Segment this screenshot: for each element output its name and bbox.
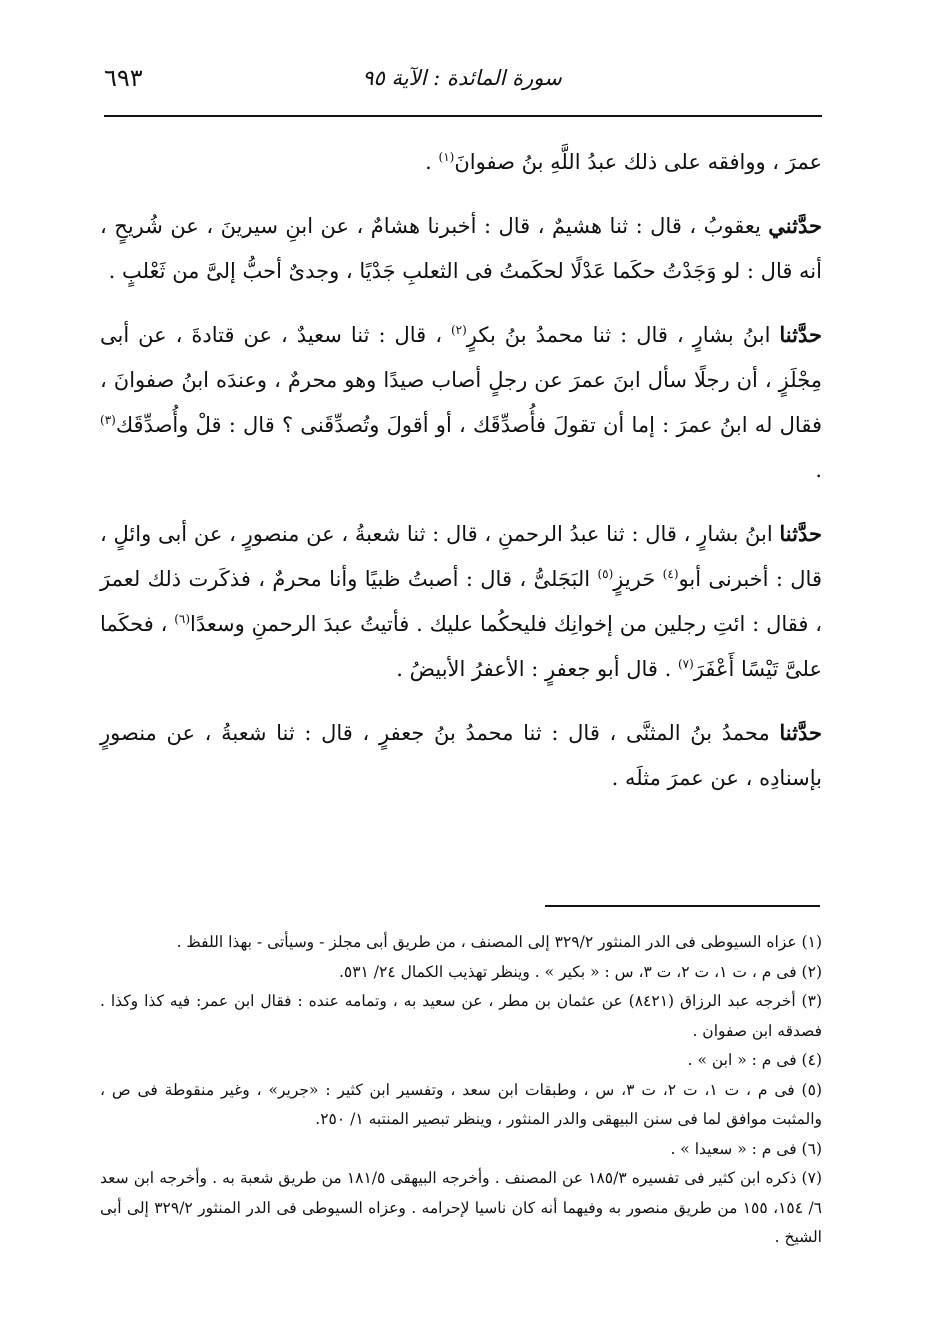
paragraph-3: حدَّثنا ابنُ بشارٍ ، قال : ثنا محمدُ بنُ بكرٍ$^{(٢)}$ ، قال : ثنا سعيدٌ ، عن قتادةَ ، عن أبى مِجْلَزٍ ، أن رجلًا سأل ابنَ عمرَ عن رجلٍ أصاب صيدًا وهو محرمٌ ، وعندَه ابنُ صفوانَ ، فقال له ابنُ عمرَ : إما أن تقولَ فأُصدِّقَك ، أو أقولَ وتُصدِّقَنى ؟ قال : قلْ وأُصدِّقَك$^{(٣)}$ . (100, 322, 822, 482)
footnote-ref: (٦) (174, 612, 191, 626)
isnad-lead: حدَّثني (768, 213, 822, 238)
paragraph-2: حدَّثني يعقوبُ ، قال : ثنا هشيمٌ ، قال : أخبرنا هشامٌ ، عن ابنِ سيرينَ ، عن شُريحٍ ، أنه قال : لو وَجَدْتُ حكَما عَدْلًا لحكَمتُ فى الثعلبِ جَدْيًا ، وجدىٌ أحبُّ إلىَّ من ثَعْلبٍ . (100, 213, 822, 283)
footnote-separator (545, 905, 820, 907)
header-rule (104, 115, 822, 117)
paragraph-5: حدَّثنا محمدُ بنُ المثنَّى ، قال : ثنا محمدُ بنُ جعفرٍ ، قال : ثنا شعبةُ ، عن منصورٍ بإسنادِه ، عن عمرَ مثلَه . (100, 720, 822, 790)
footnote-ref: (٤) (662, 567, 679, 581)
paragraph-4: حدَّثنا ابنُ بشارٍ ، قال : ثنا عبدُ الرحمنِ ، قال : ثنا شعبةُ ، عن منصورٍ ، عن أبى وائلٍ ، قال : أخبرنى أبو$^{(٤)}$ حَريزٍ$^{(٥)}$ البَجَلىُّ ، قال : أصبتُ ظبيًا وأنا محرمٌ ، فذكَرت ذلك لعمرَ ، فقال : ائتِ رجلين من إخوانِك فليحكُما عليك . فأتيتُ عبدَ الرحمنِ وسعدًا$^{(٦)}$ ، فحكَما علىَّ تَيْسًا أَعْفَرَ$^{(٧)}$ . قال أبو جعفرٍ : الأعفرُ الأبيضُ . (100, 521, 823, 681)
footnote-2: (٢) فى م ، ت ١، ت ٢، ت ٣، س : « بكير » . وينظر تهذيب الكمال ٢٤/ ٥٣١. (338, 962, 822, 981)
page-number: ٦٩٣ (104, 64, 143, 92)
footnote-3: (٣) أخرجه عبد الرزاق (٨٤٢١) عن عثمان بن مطر ، عن سعيد به ، وتمامه عنده : فقال ابن عمر: فيه كذا وكذا . فصدقه ابن صفوان . (100, 992, 822, 1040)
footnote-7: (٧) ذكره ابن كثير فى تفسيره ١٨٥/٣ عن المصنف . وأخرجه البيهقى ١٨١/٥ من طريق شعبة به . وأخرجه ابن سعد ٦/ ١٥٤، ١٥٥ من طريق منصور به وفيهما أنه كان ناسيا لإحرامه . وعزاه السيوطى فى الدر المنثور ٣٢٩/٢ إلى أبى الشيخ . (100, 1169, 822, 1246)
main-text (100, 140, 822, 801)
running-header (104, 60, 820, 106)
isnad-lead: حدَّثنا (779, 521, 822, 546)
footnotes (100, 928, 822, 1253)
paragraph-1: عمرَ ، ووافقه على ذلك عبدُ اللَّهِ بنُ صفوانَ$^{(١)}$ . (425, 150, 822, 174)
footnote-ref: (٧) (677, 657, 694, 671)
footnote-ref: (١) (438, 150, 455, 164)
isnad-lead: حدَّثنا (779, 720, 822, 745)
footnote-5: (٥) فى م ، ت ١، ت ٢، ت ٣، س ، وطبقات ابن سعد ، وتفسير ابن كثير : «جرير» ، وغير منقوطة فى ص ، والمثبت موافق لما فى سنن البيهقى والدر المنثور ، وينظر تبصير المنتبه ١/ ٢٥٠. (100, 1080, 822, 1128)
footnote-ref: (٢) (450, 323, 467, 337)
footnote-4: (٤) فى م : « ابن » . (687, 1051, 822, 1069)
running-title: سورة المائدة : الآية ٩٥ (362, 66, 562, 90)
footnote-1: (١) عزاه السيوطى فى الدر المنثور ٣٢٩/٢ إلى المصنف ، من طريق أبى مجلز - وسيأتى - بهذا اللفظ . (176, 933, 822, 951)
footnote-ref: (٥) (597, 567, 614, 581)
footnote-6: (٦) فى م : « سعيدا » . (670, 1139, 822, 1158)
footnote-ref: (٣) (100, 413, 116, 427)
isnad-lead: حدَّثنا (779, 322, 822, 347)
